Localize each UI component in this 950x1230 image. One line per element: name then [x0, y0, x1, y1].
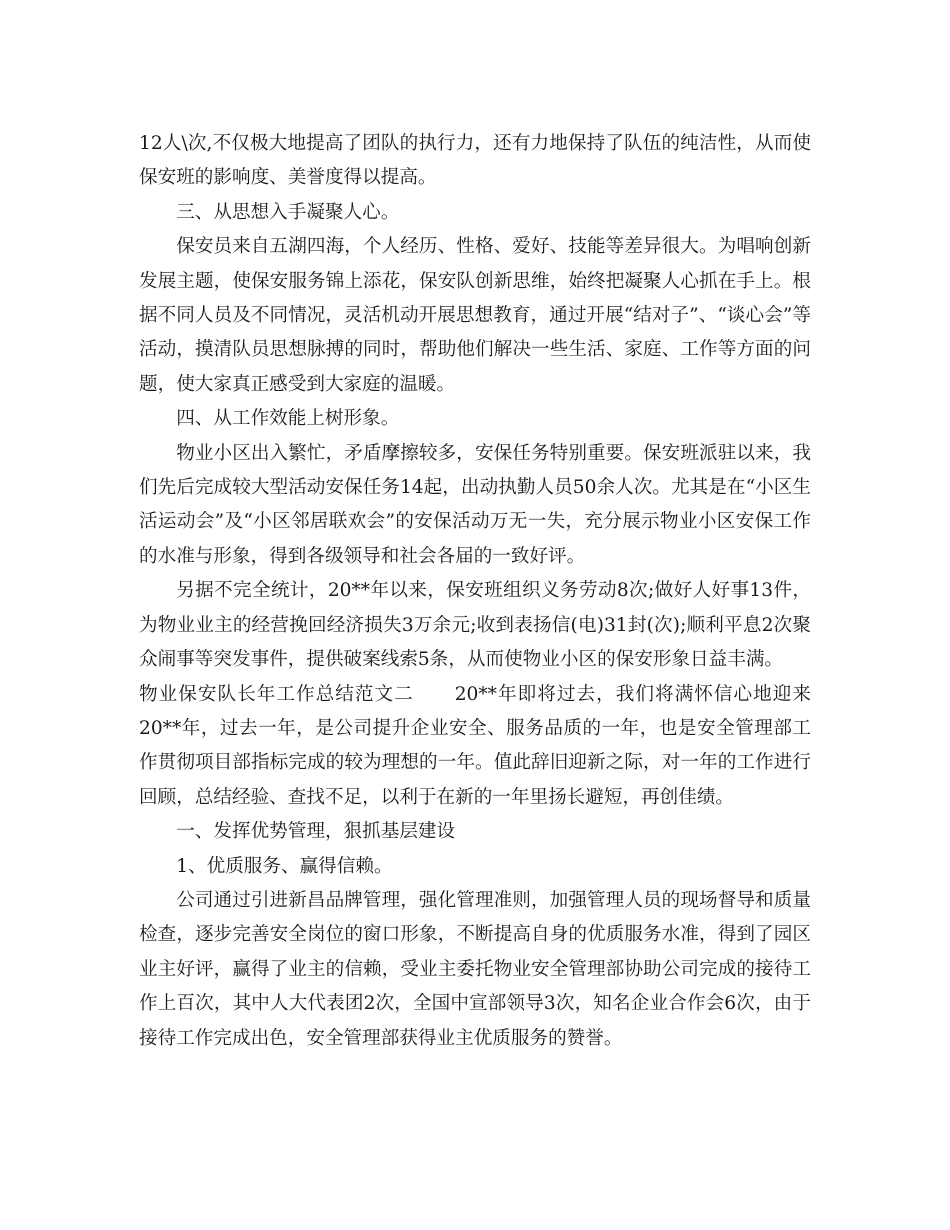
report-title: 物业保安队长年工作总结范文二 [139, 683, 414, 705]
paragraph-continuation: 12人\次,不仅极大地提高了团队的执行力，还有力地保持了队伍的纯洁性，从而使保安班的影响度、美誉度得以提高。 [139, 133, 811, 189]
section-heading-3: 三、从思想入手凝聚人心。 [176, 201, 400, 223]
paragraph-second-report [139, 678, 811, 816]
paragraph-efficiency: 物业小区出入繁忙，矛盾摩擦较多，安保任务特别重要。保安班派驻以来，我们先后完成较大型活动安保任务14起，出动执勤人员50余人次。尤其是在“小区生活运动会”及“小区邻居联欢会”的安保活动万无一失，充分展示物业小区安保工作的水准与形象，得到各级领导和社会各届的一致好评。 [139, 442, 811, 567]
report-lead: 20**年即将过去，我们将满怀信心地迎来20**年，过去一年，是公司提升企业安全、服务品质的一年，也是安全管理部工作贯彻项目部指标完成的较为理想的一年。值此辞旧迎新之际，对一年的工作进行回顾，总结经验、查找不足，以利于在新的一年里扬长避短，再创佳绩。 [139, 683, 811, 808]
subsection-heading-1: 1、优质服务、赢得信赖。 [176, 855, 393, 877]
paragraph-cohesion: 保安员来自五湖四海，个人经历、性格、爱好、技能等差异很大。为唱响创新发展主题，使保安服务锦上添花，保安队创新思维，始终把凝聚人心抓在手上。根据不同人员及不同情况，灵活机动开展思想教育，通过开展“结对子”、“谈心会”等活动，摸清队员思想脉搏的同时，帮助他们解决一些生活、家庭、工作等方面的问题，使大家真正感受到大家庭的温暖。 [139, 236, 811, 395]
paragraph-statistics: 另据不完全统计，20**年以来，保安班组织义务劳动8次;做好人好事13件，为物业业主的经营挽回经济损失3万余元;收到表扬信(电)31封(次);顺利平息2次聚众闹事等突发事件，提供破案线索5条，从而使物业小区的保安形象日益丰满。 [139, 580, 811, 671]
section-heading-1: 一、发挥优势管理，狠抓基层建设 [176, 821, 456, 843]
document-body [139, 127, 811, 1056]
section-heading-4: 四、从工作效能上树形象。 [176, 408, 400, 430]
paragraph-quality-service: 公司通过引进新昌品牌管理，强化管理准则，加强管理人员的现场督导和质量检查，逐步完善安全岗位的窗口形象，不断提高自身的优质服务水准，得到了园区业主好评，赢得了业主的信赖，受业主委托物业安全管理部协助公司完成的接待工作上百次，其中人大代表团2次，全国中宣部领导3次，知名企业合作会6次，由于接待工作完成出色，安全管理部获得业主优质服务的赞誉。 [139, 889, 811, 1049]
